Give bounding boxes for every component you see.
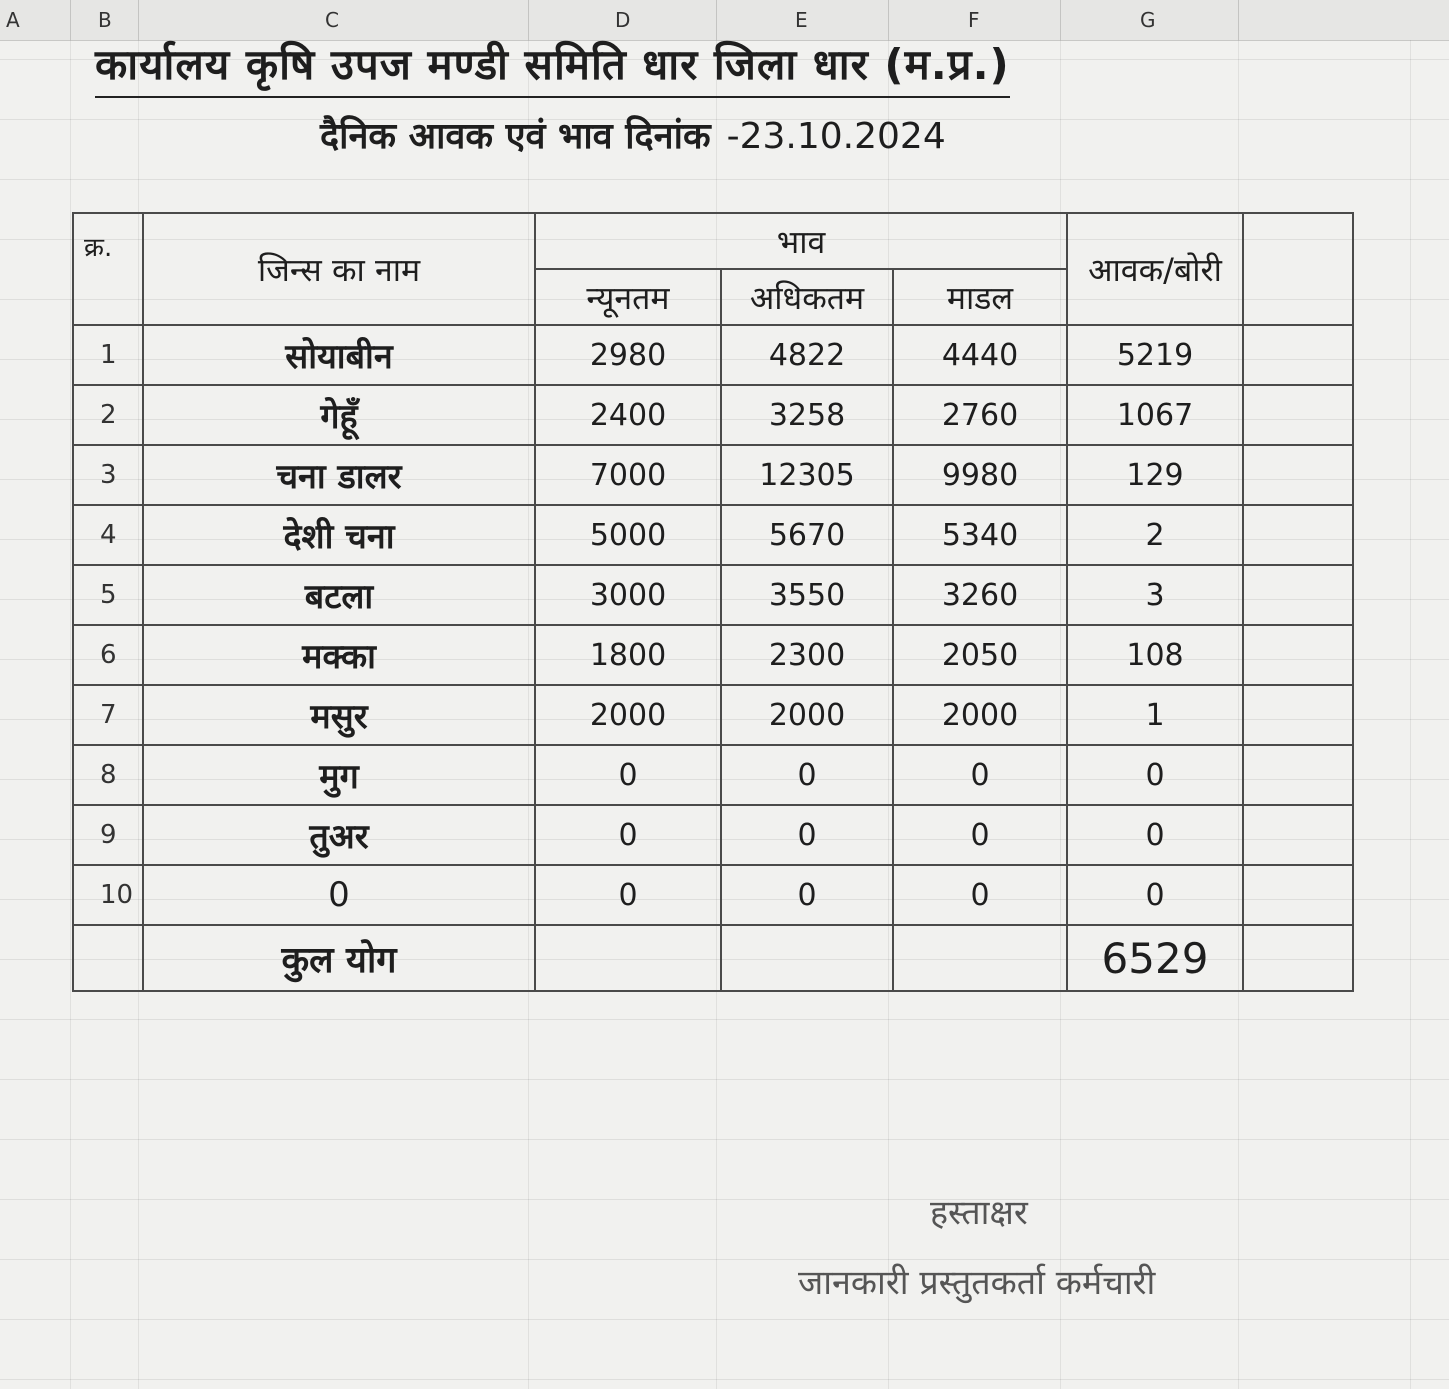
cell-serial[interactable]: 2: [73, 385, 143, 445]
cell-modal-price[interactable]: 0: [893, 865, 1067, 925]
cell-serial[interactable]: 10: [73, 865, 143, 925]
total-arrival[interactable]: 6529: [1067, 925, 1243, 991]
cell-commodity[interactable]: मक्का: [143, 625, 535, 685]
cell-serial[interactable]: 4: [73, 505, 143, 565]
empty-cell[interactable]: [1243, 685, 1353, 745]
table-row: [73, 625, 1353, 685]
preparer-label[interactable]: जानकारी प्रस्तुतकर्ता कर्मचारी: [798, 1263, 1156, 1303]
empty-cell[interactable]: [1243, 505, 1353, 565]
column-header-d[interactable]: D: [615, 8, 631, 32]
column-header-g[interactable]: G: [1140, 8, 1156, 32]
header-price-group[interactable]: भाव: [535, 213, 1067, 269]
column-divider[interactable]: [138, 0, 139, 40]
cell-min-price[interactable]: 0: [535, 805, 721, 865]
mandi-rates-table: [72, 212, 1354, 992]
cell-serial[interactable]: 3: [73, 445, 143, 505]
cell-min-price[interactable]: 2000: [535, 685, 721, 745]
column-header-a[interactable]: A: [6, 8, 20, 32]
empty-cell[interactable]: [1243, 445, 1353, 505]
empty-cell[interactable]: [721, 925, 893, 991]
cell-min-price[interactable]: 2400: [535, 385, 721, 445]
column-divider[interactable]: [1238, 0, 1239, 40]
cell-max-price[interactable]: 2000: [721, 685, 893, 745]
cell-arrival[interactable]: 0: [1067, 745, 1243, 805]
cell-min-price[interactable]: 3000: [535, 565, 721, 625]
empty-cell[interactable]: [1243, 865, 1353, 925]
column-divider[interactable]: [716, 0, 717, 40]
cell-serial[interactable]: 7: [73, 685, 143, 745]
cell-max-price[interactable]: 12305: [721, 445, 893, 505]
cell-modal-price[interactable]: 0: [893, 805, 1067, 865]
cell-arrival[interactable]: 1: [1067, 685, 1243, 745]
column-divider[interactable]: [528, 0, 529, 40]
empty-cell[interactable]: [1243, 565, 1353, 625]
column-header-bar: [0, 0, 1449, 41]
column-divider[interactable]: [1060, 0, 1061, 40]
cell-arrival[interactable]: 2: [1067, 505, 1243, 565]
cell-modal-price[interactable]: 3260: [893, 565, 1067, 625]
subtitle-label: दैनिक आवक एवं भाव दिनांक: [320, 116, 711, 157]
cell-min-price[interactable]: 7000: [535, 445, 721, 505]
cell-max-price[interactable]: 0: [721, 805, 893, 865]
table-row: [73, 385, 1353, 445]
cell-commodity[interactable]: सोयाबीन: [143, 325, 535, 385]
empty-cell[interactable]: [1243, 625, 1353, 685]
report-date: -23.10.2024: [726, 116, 946, 157]
cell-min-price[interactable]: 2980: [535, 325, 721, 385]
cell-max-price[interactable]: 5670: [721, 505, 893, 565]
header-serial[interactable]: क्र.: [73, 213, 143, 325]
cell-serial[interactable]: 1: [73, 325, 143, 385]
cell-commodity[interactable]: बटला: [143, 565, 535, 625]
column-header-b[interactable]: B: [98, 8, 112, 32]
cell-modal-price[interactable]: 4440: [893, 325, 1067, 385]
cell-commodity[interactable]: मसुर: [143, 685, 535, 745]
report-title[interactable]: कार्यालय कृषि उपज मण्डी समिति धार जिला धार (म.प्र.): [95, 36, 1010, 98]
cell-serial[interactable]: 9: [73, 805, 143, 865]
empty-cell[interactable]: [893, 925, 1067, 991]
cell-min-price[interactable]: 0: [535, 745, 721, 805]
cell-min-price[interactable]: 0: [535, 865, 721, 925]
cell-min-price[interactable]: 5000: [535, 505, 721, 565]
cell-arrival[interactable]: 108: [1067, 625, 1243, 685]
empty-cell[interactable]: [1243, 325, 1353, 385]
cell-serial[interactable]: 5: [73, 565, 143, 625]
column-divider[interactable]: [70, 0, 71, 40]
table-row: [73, 865, 1353, 925]
cell-modal-price[interactable]: 2000: [893, 685, 1067, 745]
empty-cell[interactable]: [535, 925, 721, 991]
header-arrival[interactable]: आवक/बोरी: [1067, 213, 1243, 325]
header-modal-price[interactable]: माडल: [893, 269, 1067, 325]
cell-modal-price[interactable]: 2760: [893, 385, 1067, 445]
column-divider[interactable]: [888, 0, 889, 40]
table-row: [73, 505, 1353, 565]
cell-max-price[interactable]: 3258: [721, 385, 893, 445]
gridline: [70, 40, 71, 1389]
cell-max-price[interactable]: 2300: [721, 625, 893, 685]
total-label[interactable]: कुल योग: [143, 925, 535, 991]
cell-arrival[interactable]: 0: [1067, 805, 1243, 865]
cell-arrival[interactable]: 3: [1067, 565, 1243, 625]
table-row: [73, 805, 1353, 865]
empty-cell[interactable]: [1243, 925, 1353, 991]
empty-cell[interactable]: [1243, 805, 1353, 865]
cell-max-price[interactable]: 3550: [721, 565, 893, 625]
empty-cell[interactable]: [73, 925, 143, 991]
table-row: [73, 685, 1353, 745]
header-max-price[interactable]: अधिकतम: [721, 269, 893, 325]
header-commodity[interactable]: जिन्स का नाम: [143, 213, 535, 325]
cell-serial[interactable]: 6: [73, 625, 143, 685]
cell-modal-price[interactable]: 5340: [893, 505, 1067, 565]
table-row: [73, 745, 1353, 805]
report-subtitle[interactable]: [320, 112, 946, 162]
cell-max-price[interactable]: 4822: [721, 325, 893, 385]
cell-serial[interactable]: 8: [73, 745, 143, 805]
column-header-c[interactable]: C: [325, 8, 339, 32]
header-min-price[interactable]: न्यूनतम: [535, 269, 721, 325]
cell-max-price[interactable]: 0: [721, 745, 893, 805]
cell-arrival[interactable]: 5219: [1067, 325, 1243, 385]
column-header-f[interactable]: F: [968, 8, 980, 32]
total-row: [73, 925, 1353, 991]
table-row: [73, 325, 1353, 385]
cell-commodity[interactable]: 0: [143, 865, 535, 925]
cell-commodity[interactable]: तुअर: [143, 805, 535, 865]
cell-arrival[interactable]: 1067: [1067, 385, 1243, 445]
signature-label[interactable]: हस्ताक्षर: [930, 1193, 1028, 1233]
column-header-e[interactable]: E: [795, 8, 808, 32]
cell-commodity[interactable]: गेहूँ: [143, 385, 535, 445]
cell-arrival[interactable]: 0: [1067, 865, 1243, 925]
cell-commodity[interactable]: देशी चना: [143, 505, 535, 565]
cell-modal-price[interactable]: 2050: [893, 625, 1067, 685]
table-row: [73, 565, 1353, 625]
table-row: [73, 445, 1353, 505]
cell-modal-price[interactable]: 9980: [893, 445, 1067, 505]
cell-modal-price[interactable]: 0: [893, 745, 1067, 805]
cell-min-price[interactable]: 1800: [535, 625, 721, 685]
cell-commodity[interactable]: मुग: [143, 745, 535, 805]
empty-cell[interactable]: [1243, 745, 1353, 805]
cell-commodity[interactable]: चना डालर: [143, 445, 535, 505]
cell-arrival[interactable]: 129: [1067, 445, 1243, 505]
cell-max-price[interactable]: 0: [721, 865, 893, 925]
empty-cell[interactable]: [1243, 385, 1353, 445]
gridline: [1410, 40, 1411, 1389]
empty-cell[interactable]: [1243, 213, 1353, 325]
